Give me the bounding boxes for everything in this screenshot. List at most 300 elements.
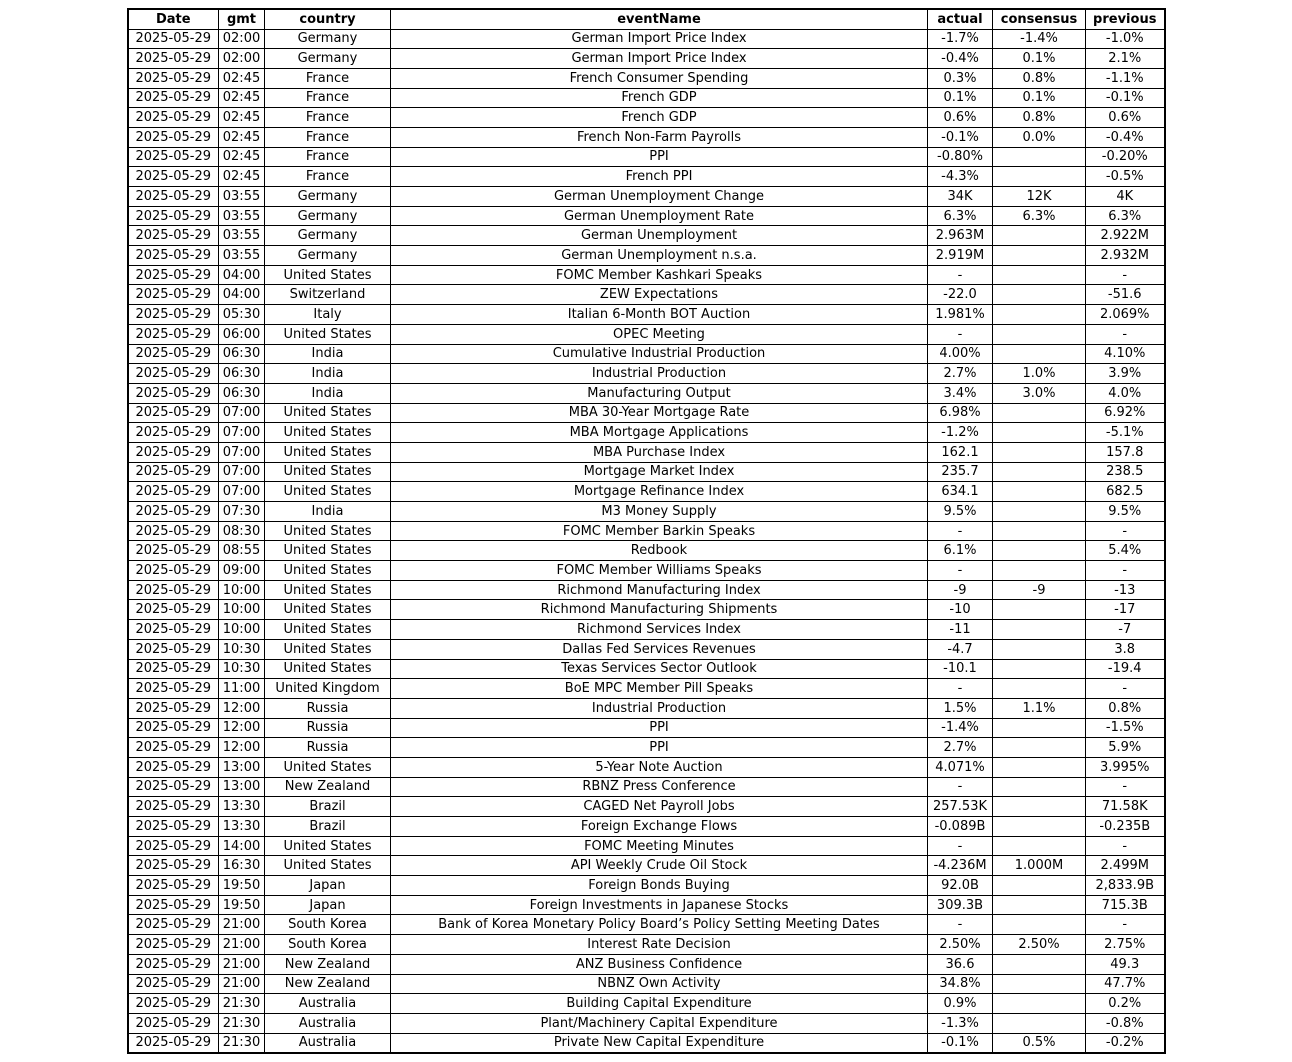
cell-country: India xyxy=(265,364,391,384)
cell-gmt: 03:55 xyxy=(219,246,265,266)
cell-eventName: PPI xyxy=(391,147,928,167)
cell-date: 2025-05-29 xyxy=(128,442,219,462)
cell-date: 2025-05-29 xyxy=(128,167,219,187)
cell-date: 2025-05-29 xyxy=(128,757,219,777)
cell-country: Russia xyxy=(265,738,391,758)
table-row xyxy=(128,423,1165,443)
cell-gmt: 02:45 xyxy=(219,68,265,88)
cell-date: 2025-05-29 xyxy=(128,364,219,384)
cell-eventName: Building Capital Expenditure xyxy=(391,994,928,1014)
cell-country: Australia xyxy=(265,994,391,1014)
cell-country: United States xyxy=(265,403,391,423)
cell-consensus xyxy=(993,285,1086,305)
cell-actual: 36.6 xyxy=(928,954,993,974)
table-row xyxy=(128,403,1165,423)
table-row xyxy=(128,935,1165,955)
cell-eventName: Foreign Exchange Flows xyxy=(391,817,928,837)
table-row xyxy=(128,895,1165,915)
cell-gmt: 13:00 xyxy=(219,757,265,777)
cell-gmt: 19:50 xyxy=(219,876,265,896)
cell-gmt: 19:50 xyxy=(219,895,265,915)
cell-actual: 6.98% xyxy=(928,403,993,423)
cell-eventName: Mortgage Refinance Index xyxy=(391,482,928,502)
cell-actual: 0.1% xyxy=(928,88,993,108)
cell-date: 2025-05-29 xyxy=(128,462,219,482)
cell-actual: 1.5% xyxy=(928,698,993,718)
cell-gmt: 07:00 xyxy=(219,482,265,502)
cell-eventName: Interest Rate Decision xyxy=(391,935,928,955)
cell-actual: - xyxy=(928,561,993,581)
cell-date: 2025-05-29 xyxy=(128,285,219,305)
cell-gmt: 21:00 xyxy=(219,915,265,935)
cell-country: Brazil xyxy=(265,817,391,837)
cell-consensus: 0.1% xyxy=(993,49,1086,69)
cell-country: New Zealand xyxy=(265,954,391,974)
cell-actual: 0.9% xyxy=(928,994,993,1014)
cell-date: 2025-05-29 xyxy=(128,797,219,817)
cell-consensus xyxy=(993,305,1086,325)
cell-date: 2025-05-29 xyxy=(128,974,219,994)
cell-consensus xyxy=(993,600,1086,620)
table-row xyxy=(128,521,1165,541)
cell-date: 2025-05-29 xyxy=(128,127,219,147)
cell-country: United States xyxy=(265,757,391,777)
cell-gmt: 16:30 xyxy=(219,856,265,876)
cell-actual: 634.1 xyxy=(928,482,993,502)
cell-eventName: German Unemployment Rate xyxy=(391,206,928,226)
cell-eventName: Mortgage Market Index xyxy=(391,462,928,482)
cell-previous: - xyxy=(1086,679,1165,699)
cell-country: United States xyxy=(265,541,391,561)
cell-country: United Kingdom xyxy=(265,679,391,699)
table-row xyxy=(128,679,1165,699)
table-row xyxy=(128,994,1165,1014)
cell-country: France xyxy=(265,68,391,88)
cell-previous: -0.1% xyxy=(1086,88,1165,108)
table-header xyxy=(128,9,1165,29)
cell-country: South Korea xyxy=(265,935,391,955)
cell-consensus: -1.4% xyxy=(993,29,1086,49)
cell-date: 2025-05-29 xyxy=(128,915,219,935)
cell-country: Germany xyxy=(265,49,391,69)
cell-country: United States xyxy=(265,423,391,443)
table-row xyxy=(128,364,1165,384)
cell-eventName: FOMC Member Kashkari Speaks xyxy=(391,265,928,285)
cell-actual: - xyxy=(928,836,993,856)
cell-eventName: Industrial Production xyxy=(391,698,928,718)
cell-consensus xyxy=(993,246,1086,266)
cell-country: United States xyxy=(265,580,391,600)
cell-previous: 157.8 xyxy=(1086,442,1165,462)
cell-country: France xyxy=(265,108,391,128)
cell-actual: 34K xyxy=(928,187,993,207)
cell-consensus xyxy=(993,639,1086,659)
table-row xyxy=(128,561,1165,581)
cell-actual: -0.80% xyxy=(928,147,993,167)
cell-eventName: MBA 30-Year Mortgage Rate xyxy=(391,403,928,423)
header-row xyxy=(128,9,1165,29)
cell-consensus xyxy=(993,561,1086,581)
table-row xyxy=(128,246,1165,266)
cell-gmt: 12:00 xyxy=(219,738,265,758)
cell-gmt: 02:45 xyxy=(219,108,265,128)
cell-previous: - xyxy=(1086,561,1165,581)
cell-previous: - xyxy=(1086,265,1165,285)
cell-country: United States xyxy=(265,324,391,344)
table-row xyxy=(128,954,1165,974)
cell-date: 2025-05-29 xyxy=(128,777,219,797)
cell-country: India xyxy=(265,383,391,403)
cell-previous: 4K xyxy=(1086,187,1165,207)
cell-date: 2025-05-29 xyxy=(128,383,219,403)
cell-date: 2025-05-29 xyxy=(128,1013,219,1033)
cell-gmt: 10:00 xyxy=(219,620,265,640)
table-row xyxy=(128,324,1165,344)
cell-eventName: Richmond Manufacturing Shipments xyxy=(391,600,928,620)
cell-gmt: 12:00 xyxy=(219,718,265,738)
cell-date: 2025-05-29 xyxy=(128,305,219,325)
cell-consensus xyxy=(993,994,1086,1014)
cell-eventName: Bank of Korea Monetary Policy Board’s Policy Setting Meeting Dates xyxy=(391,915,928,935)
cell-consensus xyxy=(993,836,1086,856)
cell-country: United States xyxy=(265,856,391,876)
cell-eventName: MBA Mortgage Applications xyxy=(391,423,928,443)
cell-date: 2025-05-29 xyxy=(128,698,219,718)
cell-country: New Zealand xyxy=(265,777,391,797)
column-header-eventname: eventName xyxy=(391,9,928,29)
cell-actual: - xyxy=(928,915,993,935)
cell-actual: -10 xyxy=(928,600,993,620)
cell-previous: 0.2% xyxy=(1086,994,1165,1014)
table-row xyxy=(128,187,1165,207)
cell-actual: - xyxy=(928,324,993,344)
cell-consensus xyxy=(993,423,1086,443)
cell-date: 2025-05-29 xyxy=(128,935,219,955)
cell-country: Russia xyxy=(265,698,391,718)
cell-country: France xyxy=(265,167,391,187)
column-header-previous: previous xyxy=(1086,9,1165,29)
cell-date: 2025-05-29 xyxy=(128,521,219,541)
cell-country: United States xyxy=(265,521,391,541)
cell-consensus: 0.5% xyxy=(993,1033,1086,1053)
cell-previous: 47.7% xyxy=(1086,974,1165,994)
cell-consensus: 1.0% xyxy=(993,364,1086,384)
cell-actual: 9.5% xyxy=(928,502,993,522)
cell-gmt: 02:00 xyxy=(219,49,265,69)
cell-consensus: 0.0% xyxy=(993,127,1086,147)
cell-previous: -1.1% xyxy=(1086,68,1165,88)
cell-eventName: M3 Money Supply xyxy=(391,502,928,522)
cell-previous: 2.75% xyxy=(1086,935,1165,955)
table-row xyxy=(128,167,1165,187)
cell-date: 2025-05-29 xyxy=(128,324,219,344)
cell-country: Germany xyxy=(265,29,391,49)
cell-previous: 71.58K xyxy=(1086,797,1165,817)
cell-previous: -1.0% xyxy=(1086,29,1165,49)
cell-date: 2025-05-29 xyxy=(128,265,219,285)
cell-previous: -17 xyxy=(1086,600,1165,620)
cell-gmt: 21:30 xyxy=(219,1033,265,1053)
cell-eventName: French GDP xyxy=(391,88,928,108)
cell-consensus xyxy=(993,797,1086,817)
cell-country: United States xyxy=(265,620,391,640)
cell-eventName: German Unemployment xyxy=(391,226,928,246)
cell-gmt: 07:30 xyxy=(219,502,265,522)
cell-consensus xyxy=(993,403,1086,423)
cell-previous: 6.92% xyxy=(1086,403,1165,423)
cell-actual: 4.071% xyxy=(928,757,993,777)
cell-date: 2025-05-29 xyxy=(128,817,219,837)
cell-consensus xyxy=(993,482,1086,502)
cell-consensus xyxy=(993,876,1086,896)
cell-previous: 3.8 xyxy=(1086,639,1165,659)
cell-eventName: French Consumer Spending xyxy=(391,68,928,88)
cell-consensus: 2.50% xyxy=(993,935,1086,955)
cell-gmt: 06:00 xyxy=(219,324,265,344)
cell-eventName: 5-Year Note Auction xyxy=(391,757,928,777)
cell-eventName: MBA Purchase Index xyxy=(391,442,928,462)
table-row xyxy=(128,836,1165,856)
cell-actual: -0.1% xyxy=(928,1033,993,1053)
cell-consensus xyxy=(993,915,1086,935)
table-row xyxy=(128,777,1165,797)
cell-gmt: 02:45 xyxy=(219,167,265,187)
cell-previous: -0.2% xyxy=(1086,1033,1165,1053)
cell-consensus xyxy=(993,954,1086,974)
cell-country: United States xyxy=(265,442,391,462)
cell-actual: -4.7 xyxy=(928,639,993,659)
cell-gmt: 06:30 xyxy=(219,383,265,403)
cell-eventName: Redbook xyxy=(391,541,928,561)
cell-actual: -10.1 xyxy=(928,659,993,679)
cell-actual: 2.7% xyxy=(928,738,993,758)
cell-date: 2025-05-29 xyxy=(128,423,219,443)
cell-consensus xyxy=(993,541,1086,561)
table-row xyxy=(128,88,1165,108)
cell-gmt: 10:00 xyxy=(219,600,265,620)
cell-country: United States xyxy=(265,482,391,502)
cell-consensus xyxy=(993,620,1086,640)
cell-actual: -1.3% xyxy=(928,1013,993,1033)
table-row xyxy=(128,127,1165,147)
cell-date: 2025-05-29 xyxy=(128,679,219,699)
cell-consensus xyxy=(993,738,1086,758)
cell-actual: -9 xyxy=(928,580,993,600)
cell-country: United States xyxy=(265,462,391,482)
cell-country: New Zealand xyxy=(265,974,391,994)
table-row xyxy=(128,856,1165,876)
cell-country: Germany xyxy=(265,226,391,246)
column-header-consensus: consensus xyxy=(993,9,1086,29)
cell-gmt: 09:00 xyxy=(219,561,265,581)
cell-actual: 4.00% xyxy=(928,344,993,364)
cell-previous: - xyxy=(1086,777,1165,797)
cell-country: Australia xyxy=(265,1033,391,1053)
cell-previous: -0.20% xyxy=(1086,147,1165,167)
cell-previous: - xyxy=(1086,836,1165,856)
cell-previous: 715.3B xyxy=(1086,895,1165,915)
cell-consensus: 6.3% xyxy=(993,206,1086,226)
cell-actual: 2.50% xyxy=(928,935,993,955)
cell-previous: 2.922M xyxy=(1086,226,1165,246)
table-body xyxy=(128,29,1165,1053)
cell-gmt: 10:30 xyxy=(219,659,265,679)
cell-eventName: Industrial Production xyxy=(391,364,928,384)
cell-eventName: PPI xyxy=(391,738,928,758)
cell-eventName: Private New Capital Expenditure xyxy=(391,1033,928,1053)
cell-date: 2025-05-29 xyxy=(128,206,219,226)
cell-date: 2025-05-29 xyxy=(128,147,219,167)
cell-date: 2025-05-29 xyxy=(128,836,219,856)
cell-gmt: 21:30 xyxy=(219,1013,265,1033)
column-header-date: Date xyxy=(128,9,219,29)
cell-country: Italy xyxy=(265,305,391,325)
cell-consensus xyxy=(993,521,1086,541)
cell-eventName: FOMC Member Williams Speaks xyxy=(391,561,928,581)
cell-actual: -0.4% xyxy=(928,49,993,69)
cell-consensus: 0.8% xyxy=(993,108,1086,128)
cell-actual: 34.8% xyxy=(928,974,993,994)
cell-country: United States xyxy=(265,659,391,679)
cell-gmt: 08:30 xyxy=(219,521,265,541)
cell-date: 2025-05-29 xyxy=(128,639,219,659)
cell-gmt: 12:00 xyxy=(219,698,265,718)
cell-country: Brazil xyxy=(265,797,391,817)
cell-previous: 0.6% xyxy=(1086,108,1165,128)
cell-consensus xyxy=(993,324,1086,344)
cell-eventName: Manufacturing Output xyxy=(391,383,928,403)
column-header-country: country xyxy=(265,9,391,29)
cell-date: 2025-05-29 xyxy=(128,954,219,974)
economic-calendar-table xyxy=(127,8,1166,1054)
cell-eventName: BoE MPC Member Pill Speaks xyxy=(391,679,928,699)
cell-previous: - xyxy=(1086,915,1165,935)
cell-eventName: Foreign Investments in Japanese Stocks xyxy=(391,895,928,915)
table-row xyxy=(128,639,1165,659)
cell-previous: 2.499M xyxy=(1086,856,1165,876)
cell-previous: 3.9% xyxy=(1086,364,1165,384)
cell-actual: -1.4% xyxy=(928,718,993,738)
cell-eventName: German Import Price Index xyxy=(391,49,928,69)
cell-previous: 5.4% xyxy=(1086,541,1165,561)
cell-eventName: Plant/Machinery Capital Expenditure xyxy=(391,1013,928,1033)
cell-consensus xyxy=(993,817,1086,837)
cell-previous: 5.9% xyxy=(1086,738,1165,758)
cell-actual: - xyxy=(928,777,993,797)
cell-gmt: 06:30 xyxy=(219,344,265,364)
cell-actual: 92.0B xyxy=(928,876,993,896)
table-row xyxy=(128,68,1165,88)
cell-eventName: FOMC Meeting Minutes xyxy=(391,836,928,856)
cell-date: 2025-05-29 xyxy=(128,994,219,1014)
cell-country: United States xyxy=(265,265,391,285)
cell-date: 2025-05-29 xyxy=(128,541,219,561)
cell-actual: 257.53K xyxy=(928,797,993,817)
cell-country: Russia xyxy=(265,718,391,738)
cell-eventName: Richmond Manufacturing Index xyxy=(391,580,928,600)
cell-date: 2025-05-29 xyxy=(128,226,219,246)
cell-country: Japan xyxy=(265,876,391,896)
cell-consensus xyxy=(993,974,1086,994)
cell-actual: 0.6% xyxy=(928,108,993,128)
cell-country: France xyxy=(265,127,391,147)
cell-date: 2025-05-29 xyxy=(128,502,219,522)
cell-previous: 2.069% xyxy=(1086,305,1165,325)
cell-eventName: French GDP xyxy=(391,108,928,128)
cell-date: 2025-05-29 xyxy=(128,49,219,69)
cell-gmt: 13:30 xyxy=(219,817,265,837)
cell-country: France xyxy=(265,147,391,167)
cell-date: 2025-05-29 xyxy=(128,738,219,758)
table-row xyxy=(128,600,1165,620)
cell-eventName: Texas Services Sector Outlook xyxy=(391,659,928,679)
cell-actual: 309.3B xyxy=(928,895,993,915)
cell-country: Japan xyxy=(265,895,391,915)
cell-previous: -0.4% xyxy=(1086,127,1165,147)
cell-actual: 162.1 xyxy=(928,442,993,462)
table-row xyxy=(128,29,1165,49)
cell-previous: 3.995% xyxy=(1086,757,1165,777)
table-row xyxy=(128,226,1165,246)
cell-gmt: 06:30 xyxy=(219,364,265,384)
table-row xyxy=(128,344,1165,364)
cell-consensus xyxy=(993,442,1086,462)
cell-previous: -5.1% xyxy=(1086,423,1165,443)
table-row xyxy=(128,482,1165,502)
cell-previous: - xyxy=(1086,521,1165,541)
table-row xyxy=(128,462,1165,482)
cell-eventName: PPI xyxy=(391,718,928,738)
cell-country: Australia xyxy=(265,1013,391,1033)
cell-actual: 1.981% xyxy=(928,305,993,325)
table-row xyxy=(128,442,1165,462)
table-row xyxy=(128,580,1165,600)
cell-previous: -13 xyxy=(1086,580,1165,600)
cell-date: 2025-05-29 xyxy=(128,659,219,679)
cell-eventName: API Weekly Crude Oil Stock xyxy=(391,856,928,876)
table-row xyxy=(128,206,1165,226)
cell-consensus xyxy=(993,226,1086,246)
cell-gmt: 07:00 xyxy=(219,403,265,423)
cell-actual: 6.3% xyxy=(928,206,993,226)
cell-gmt: 14:00 xyxy=(219,836,265,856)
cell-gmt: 10:30 xyxy=(219,639,265,659)
cell-country: India xyxy=(265,502,391,522)
cell-consensus xyxy=(993,659,1086,679)
table-row xyxy=(128,620,1165,640)
table-row xyxy=(128,108,1165,128)
table-row xyxy=(128,797,1165,817)
cell-gmt: 03:55 xyxy=(219,226,265,246)
cell-consensus xyxy=(993,167,1086,187)
cell-gmt: 08:55 xyxy=(219,541,265,561)
cell-previous: 682.5 xyxy=(1086,482,1165,502)
cell-gmt: 13:00 xyxy=(219,777,265,797)
cell-eventName: French Non-Farm Payrolls xyxy=(391,127,928,147)
cell-previous: 9.5% xyxy=(1086,502,1165,522)
cell-consensus: 1.1% xyxy=(993,698,1086,718)
cell-previous: -51.6 xyxy=(1086,285,1165,305)
cell-eventName: RBNZ Press Conference xyxy=(391,777,928,797)
table-row xyxy=(128,915,1165,935)
cell-eventName: ZEW Expectations xyxy=(391,285,928,305)
cell-consensus xyxy=(993,147,1086,167)
cell-date: 2025-05-29 xyxy=(128,895,219,915)
cell-gmt: 02:45 xyxy=(219,147,265,167)
table-row xyxy=(128,265,1165,285)
cell-date: 2025-05-29 xyxy=(128,580,219,600)
cell-eventName: CAGED Net Payroll Jobs xyxy=(391,797,928,817)
